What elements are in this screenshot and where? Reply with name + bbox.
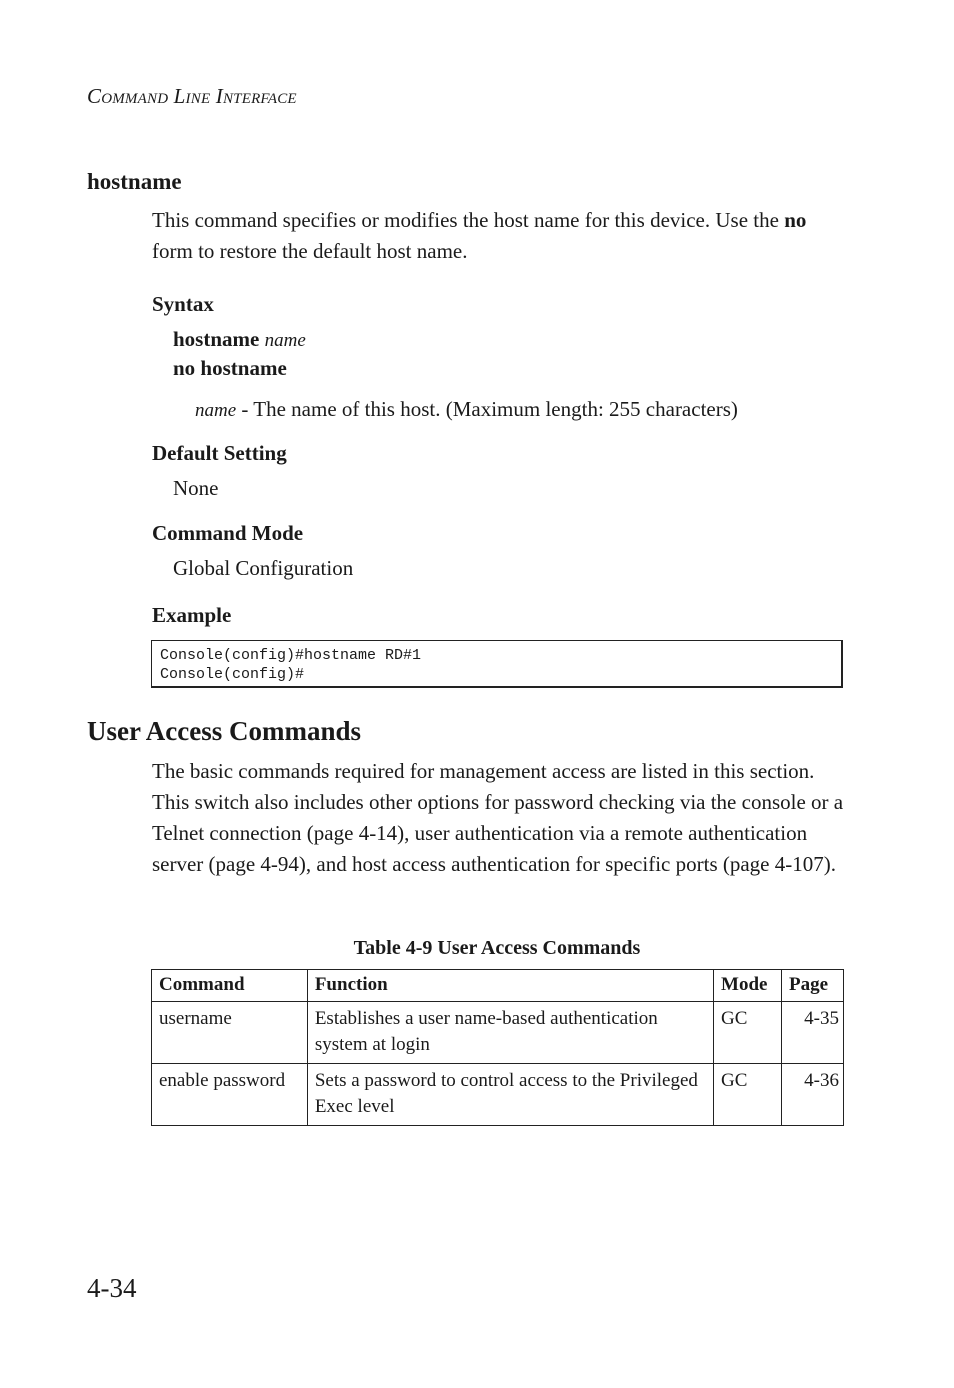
header-mode: Mode: [714, 970, 782, 1002]
syntax-line-2: no hostname: [173, 356, 287, 380]
command-description: [152, 205, 852, 267]
cell-command: username: [152, 1002, 308, 1064]
syntax-command: hostname: [173, 327, 260, 351]
syntax-heading: Syntax: [152, 292, 214, 316]
page-number: 4-34: [87, 1273, 137, 1303]
cell-page: 4-35: [781, 1002, 843, 1064]
default-setting-heading: Default Setting: [152, 441, 287, 465]
default-setting-value: None: [173, 476, 219, 500]
cell-function: Establishes a user name-based authentication system at login: [307, 1002, 713, 1064]
command-mode-heading: Command Mode: [152, 521, 304, 545]
header-command: Command: [152, 970, 308, 1002]
code-line: Console(config)#hostname RD#1: [160, 647, 422, 664]
cell-page: 4-36: [781, 1064, 843, 1126]
syntax-line-1: [173, 327, 306, 352]
example-heading: Example: [152, 603, 232, 627]
table-row: [152, 1064, 844, 1126]
running-header: Command Line Interface: [87, 84, 297, 108]
table-header-row: [152, 970, 844, 1002]
cell-mode: GC: [714, 1002, 782, 1064]
section-title: User Access Commands: [87, 716, 361, 746]
cell-mode: GC: [714, 1064, 782, 1126]
parameter-description: [195, 397, 738, 422]
header-page: Page: [781, 970, 843, 1002]
header-function: Function: [307, 970, 713, 1002]
syntax-argument: name: [264, 330, 306, 351]
parameter-text: - The name of this host. (Maximum length: 255 characters): [241, 397, 738, 421]
command-heading: hostname: [87, 169, 182, 194]
code-line: Console(config)#: [160, 666, 305, 683]
description-no-keyword: no: [784, 208, 807, 232]
example-code-box: [151, 640, 843, 688]
command-mode-value: Global Configuration: [173, 556, 354, 580]
table-caption: Table 4-9 User Access Commands: [353, 937, 641, 959]
parameter-name: name: [195, 400, 237, 421]
description-text-end: form to restore the default host name.: [152, 239, 468, 263]
user-access-commands-table: [151, 969, 844, 1126]
cell-command: enable password: [152, 1064, 308, 1126]
description-text: This command specifies or modifies the host name for this device. Use the: [152, 208, 779, 232]
table-row: [152, 1002, 844, 1064]
cell-function: Sets a password to control access to the Privileged Exec level: [307, 1064, 713, 1126]
section-intro: The basic commands required for management access are listed in this section. This switch also includes other options for password checking via the console or a Telnet connection (page 4-14), user authentication via a remote authentication server (page 4-94), and host access authentication for specific ports (page 4-107).: [152, 759, 844, 876]
